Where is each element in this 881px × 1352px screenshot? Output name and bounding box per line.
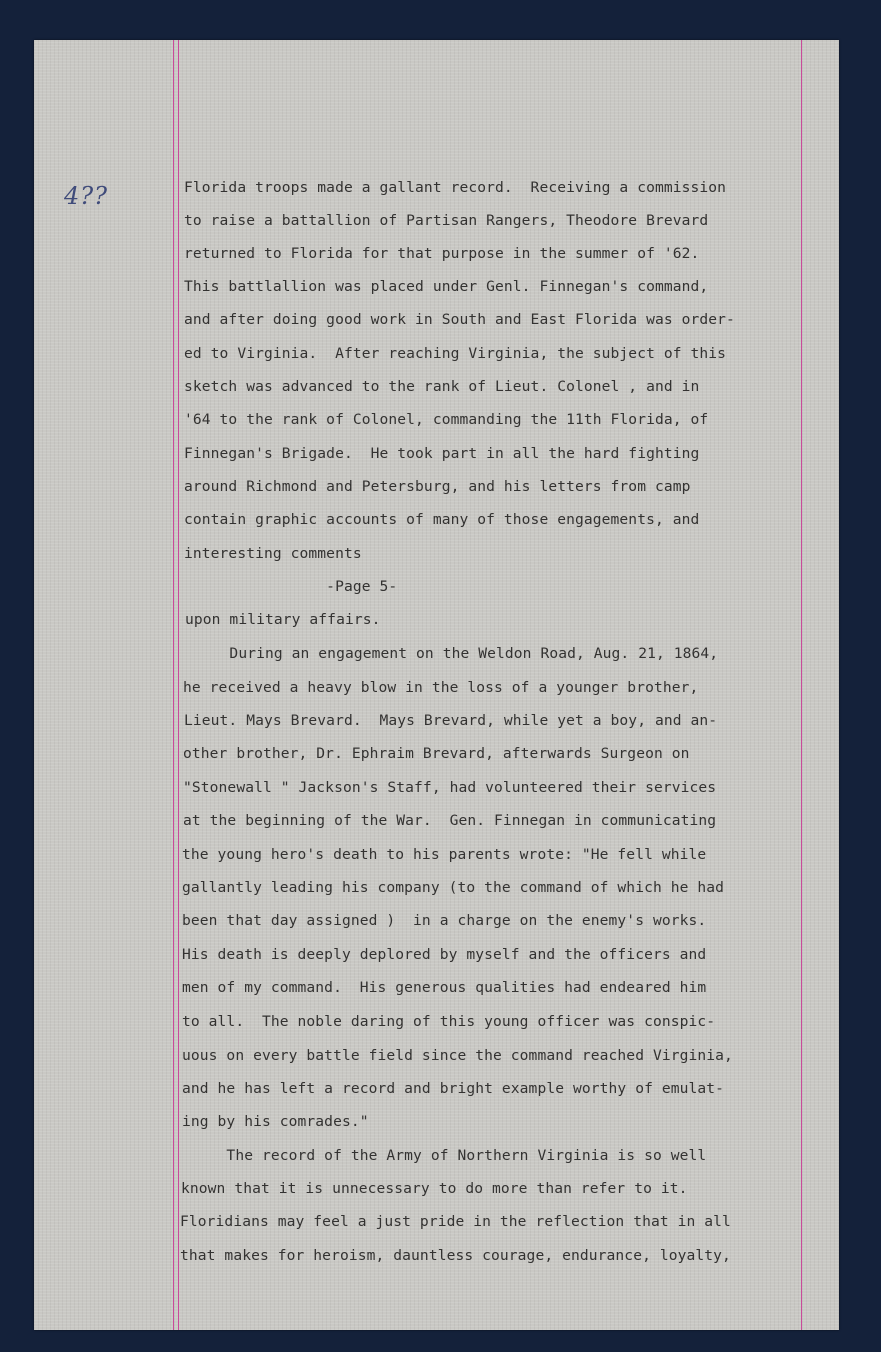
text-line: men of my command. His generous qualities had endeared him	[182, 979, 707, 996]
right-margin-rule	[801, 40, 802, 1330]
text-line: Finnegan's Brigade. He took part in all the hard fighting	[184, 445, 700, 462]
typescript-page	[34, 40, 839, 1330]
text-line: ed to Virginia. After reaching Virginia, the subject of this	[184, 345, 727, 362]
left-margin-rule	[173, 40, 179, 1330]
text-line: -Page 5-	[184, 578, 398, 595]
text-line: known that it is unnecessary to do more than refer to it.	[181, 1180, 688, 1197]
text-line: to raise a battallion of Partisan Rangers, Theodore Brevard	[184, 212, 709, 229]
text-line: and after doing good work in South and East Florida was order-	[184, 311, 735, 328]
text-line: the young hero's death to his parents wrote: "He fell while	[182, 846, 707, 863]
text-line: gallantly leading his company (to the command of which he had	[182, 879, 725, 896]
text-line: "Stonewall " Jackson's Staff, had volunteered their services	[183, 779, 717, 796]
handwritten-page-number: 4??	[64, 182, 109, 210]
text-line: been that day assigned ) in a charge on the enemy's works.	[182, 912, 707, 929]
text-line: to all. The noble daring of this young officer was conspic-	[182, 1013, 716, 1030]
text-line: interesting comments	[184, 545, 362, 562]
text-line: Floridians may feel a just pride in the reflection that in all	[180, 1213, 731, 1230]
text-line: upon military affairs.	[185, 611, 381, 628]
text-line: and he has left a record and bright example worthy of emulat-	[182, 1080, 725, 1097]
text-line: During an engagement on the Weldon Road, Aug. 21, 1864,	[185, 645, 719, 662]
text-line: '64 to the rank of Colonel, commanding the 11th Florida, of	[184, 411, 709, 428]
text-line: Florida troops made a gallant record. Receiving a commission	[184, 179, 727, 196]
text-line: This battlallion was placed under Genl. Finnegan's command,	[184, 278, 709, 295]
text-line: other brother, Dr. Ephraim Brevard, afterwards Surgeon on	[183, 745, 690, 762]
text-line: at the beginning of the War. Gen. Finnegan in communicating	[183, 812, 717, 829]
text-line: The record of the Army of Northern Virginia is so well	[182, 1147, 707, 1164]
text-line: that makes for heroism, dauntless courage, endurance, loyalty,	[180, 1247, 731, 1264]
text-line: returned to Florida for that purpose in the summer of '62.	[184, 245, 700, 262]
text-line: His death is deeply deplored by myself and the officers and	[182, 946, 707, 963]
text-line: contain graphic accounts of many of those engagements, and	[184, 511, 700, 528]
text-line: uous on every battle field since the command reached Virginia,	[182, 1047, 733, 1064]
text-line: Lieut. Mays Brevard. Mays Brevard, while yet a boy, and an-	[184, 712, 718, 729]
text-line: around Richmond and Petersburg, and his letters from camp	[184, 478, 691, 495]
text-line: sketch was advanced to the rank of Lieut. Colonel , and in	[184, 378, 700, 395]
text-line: he received a heavy blow in the loss of a younger brother,	[183, 679, 699, 696]
text-line: ing by his comrades."	[182, 1113, 369, 1130]
